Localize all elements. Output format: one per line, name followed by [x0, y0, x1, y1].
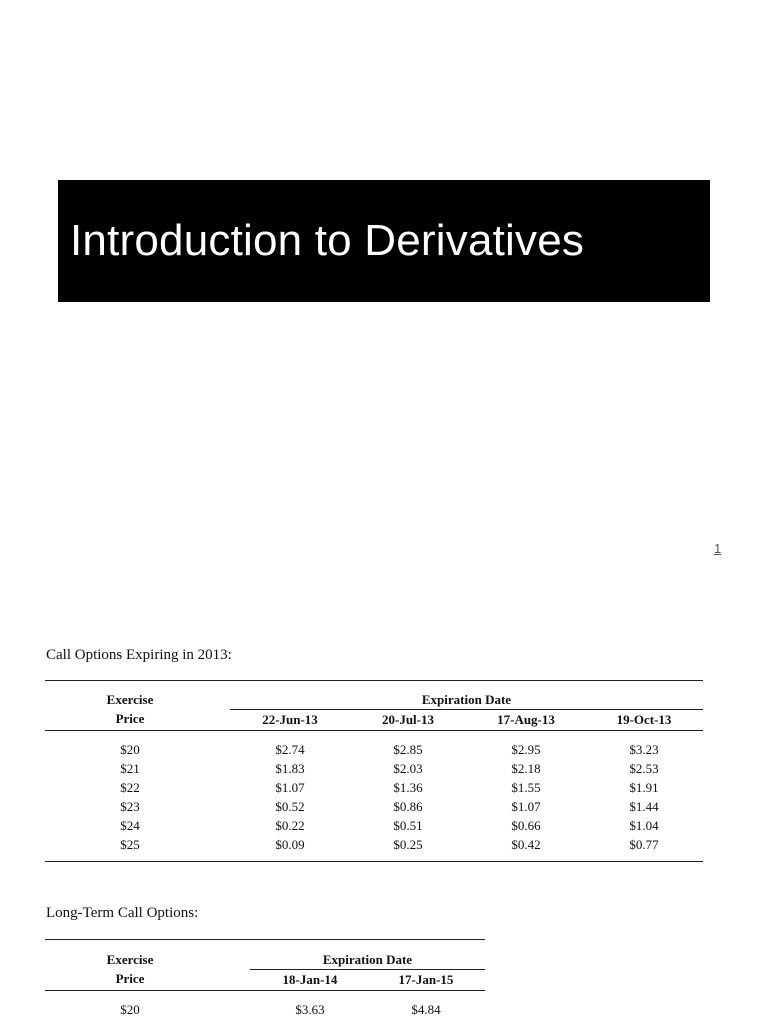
table1-date-header: 20-Jul-13: [382, 712, 434, 727]
table-cell: $1.91: [629, 780, 659, 795]
table1-date-header: 19-Oct-13: [616, 712, 672, 727]
table1-price-column: [90, 740, 170, 854]
table-cell: $22: [120, 780, 140, 795]
table-cell: $2.18: [511, 761, 541, 776]
table1-header-rule: [230, 709, 703, 710]
table-cell: $1.44: [629, 799, 659, 814]
table2-top-rule: [45, 939, 485, 940]
title-banner: [58, 180, 710, 302]
page-number-link[interactable]: 1: [714, 541, 722, 556]
table-cell: $1.83: [275, 761, 305, 776]
table2-header-rule: [250, 969, 485, 970]
table-cell: $2.95: [511, 742, 541, 757]
table-cell: $0.22: [275, 818, 305, 833]
table-cell: $1.36: [393, 780, 423, 795]
table1-date-header: 22-Jun-13: [262, 712, 318, 727]
table1-price-header: Price: [115, 711, 145, 726]
table2-price-column: [90, 1000, 170, 1019]
table-cell: $0.42: [511, 837, 541, 852]
table2-expiration-header: Expiration Date: [322, 952, 413, 967]
table1-bottom-rule: [45, 861, 703, 862]
table2-header-bottom-rule: [45, 990, 485, 991]
table-cell: $0.51: [393, 818, 423, 833]
table-cell: $25: [120, 837, 140, 852]
table-cell: $1.07: [275, 780, 305, 795]
table-cell: $21: [120, 761, 140, 776]
table-cell: $20: [120, 1002, 140, 1017]
table-cell: $20: [120, 742, 140, 757]
table1-value-column: [471, 740, 581, 854]
table-cell: $0.25: [393, 837, 423, 852]
table2-exercise-header: Exercise: [106, 952, 154, 967]
slide-title: Introduction to Derivatives: [70, 216, 585, 265]
table-cell: $0.86: [393, 799, 423, 814]
table-cell: $1.07: [511, 799, 541, 814]
table1-expiration-header: Expiration Date: [421, 692, 512, 707]
table2-date-header: 18-Jan-14: [282, 972, 338, 987]
table-cell: $3.63: [295, 1002, 325, 1017]
table2-value-column: [371, 1000, 481, 1019]
table2-value-column: [255, 1000, 365, 1019]
table-cell: $0.77: [629, 837, 659, 852]
table-cell: $2.74: [275, 742, 305, 757]
table1-value-column: [353, 740, 463, 854]
table-cell: $2.85: [393, 742, 423, 757]
table-cell: $4.84: [411, 1002, 441, 1017]
table-cell: $1.04: [629, 818, 659, 833]
long-term-section-title: Long-Term Call Options:: [46, 905, 199, 921]
table1-exercise-header: Exercise: [106, 692, 154, 707]
table-cell: $0.09: [275, 837, 305, 852]
table-cell: $23: [120, 799, 140, 814]
table1-value-column: [235, 740, 345, 854]
table-cell: $1.55: [511, 780, 541, 795]
table1-value-column: [589, 740, 699, 854]
table1-top-rule: [45, 680, 703, 681]
table-cell: $2.03: [393, 761, 423, 776]
table-cell: $2.53: [629, 761, 659, 776]
table-cell: $0.52: [275, 799, 305, 814]
table1-date-header: 17-Aug-13: [497, 712, 555, 727]
table1-header-bottom-rule: [45, 730, 703, 731]
table-cell: $0.66: [511, 818, 541, 833]
table2-price-header: Price: [115, 971, 145, 986]
table2-date-header: 17-Jan-15: [398, 972, 454, 987]
table-cell: $24: [120, 818, 140, 833]
call-options-section-title: Call Options Expiring in 2013:: [46, 647, 232, 663]
table-cell: $3.23: [629, 742, 659, 757]
